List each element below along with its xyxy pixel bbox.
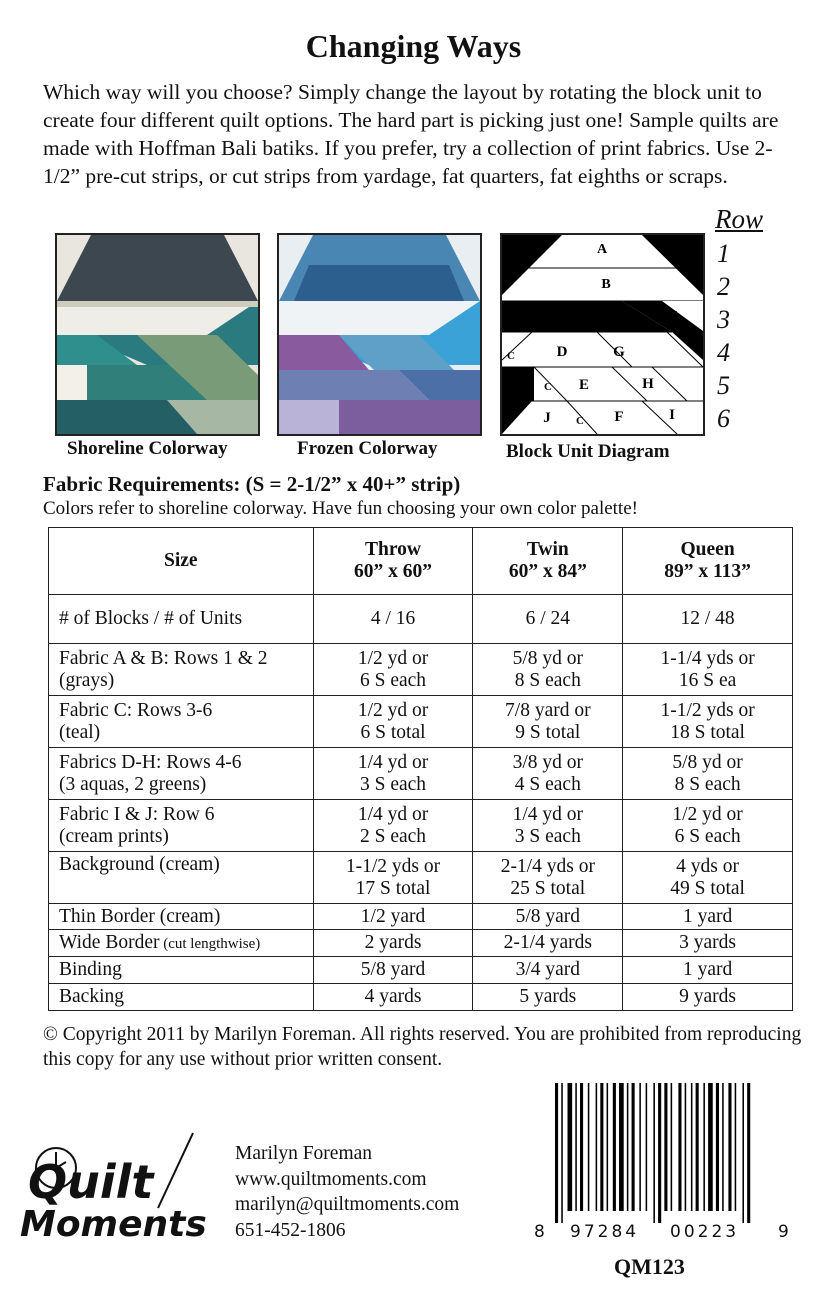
- row-label: Background (cream): [49, 852, 314, 904]
- barcode-digits-middle: 97284: [570, 1222, 640, 1242]
- diagram-label-c5: C: [576, 415, 584, 427]
- throw-cell: 1/2 yd or 6 S each: [313, 644, 473, 696]
- barcode-bar: [646, 1083, 648, 1211]
- barcode-bar: [619, 1083, 624, 1211]
- barcode-bar: [613, 1083, 616, 1211]
- queen-cell: 12 / 48: [623, 595, 793, 644]
- barcode-bar: [685, 1083, 687, 1211]
- barcode-bar: [607, 1083, 609, 1211]
- barcode-bar: [658, 1083, 661, 1223]
- row-header: Row: [715, 204, 764, 234]
- twin-cell: 3/8 yd or 4 S each: [473, 748, 623, 800]
- twin-cell: 5 yards: [473, 984, 623, 1011]
- table-header-row: [49, 528, 793, 595]
- barcode-bar: [703, 1083, 705, 1211]
- barcode-bar: [664, 1083, 667, 1211]
- table-row: [49, 696, 793, 748]
- diagram-label-d: D: [556, 344, 568, 360]
- row-label: Fabric A & B: Rows 1 & 2 (grays): [49, 644, 314, 696]
- twin-header-name: Twin: [526, 539, 569, 560]
- frozen-quilt-image: [277, 233, 482, 436]
- throw-cell: 2 yards: [313, 930, 473, 957]
- diagram-label-j: J: [543, 410, 551, 426]
- row-number-3: 3: [717, 305, 730, 334]
- upc-barcode: [553, 1083, 773, 1223]
- shoreline-caption: Shoreline Colorway: [67, 438, 228, 459]
- barcode-bar: [627, 1083, 629, 1211]
- table-row: [49, 957, 793, 984]
- throw-cell: 1/2 yard: [313, 904, 473, 930]
- row-number-2: 2: [717, 272, 730, 301]
- diagram-label-g: G: [613, 344, 625, 360]
- table-row: [49, 800, 793, 852]
- contact-phone: 651-452-1806: [235, 1219, 346, 1241]
- product-code: QM123: [614, 1254, 685, 1279]
- queen-header-size: 89” x 113”: [664, 561, 751, 582]
- row-number-4: 4: [717, 338, 730, 367]
- queen-cell: 9 yards: [623, 984, 793, 1011]
- diagram-label-b: B: [601, 277, 611, 292]
- fabric-requirements-note: Colors refer to shoreline colorway. Have fun choosing your own color palette!: [43, 498, 638, 519]
- diagram-label-a: A: [596, 242, 608, 257]
- barcode-bar: [678, 1083, 681, 1211]
- barcode-digits-right: 00223: [670, 1222, 740, 1242]
- fabric-requirements-table: [48, 527, 793, 1011]
- row-number-6: 6: [717, 404, 730, 433]
- queen-cell: 1-1/2 yds or 18 S total: [623, 696, 793, 748]
- throw-cell: 4 yards: [313, 984, 473, 1011]
- table-row: [49, 748, 793, 800]
- quilt-moments-logo: [18, 1118, 223, 1253]
- queen-cell: 4 yds or 49 S total: [623, 852, 793, 904]
- barcode-bar: [722, 1083, 724, 1211]
- row-label: Wide Border (cut lengthwise): [49, 930, 314, 957]
- diagram-label-e: E: [578, 377, 590, 393]
- row-label: Binding: [49, 957, 314, 984]
- twin-cell: 5/8 yd or 8 S each: [473, 644, 623, 696]
- barcode-check-digit: 9: [778, 1222, 789, 1242]
- table-row: [49, 852, 793, 904]
- twin-cell: 1/4 yd or 3 S each: [473, 800, 623, 852]
- queen-cell: 1/2 yd or 6 S each: [623, 800, 793, 852]
- queen-cell: 5/8 yd or 8 S each: [623, 748, 793, 800]
- row-label: Fabric I & J: Row 6 (cream prints): [49, 800, 314, 852]
- throw-header-name: Throw: [365, 539, 422, 560]
- barcode-bar: [691, 1083, 693, 1211]
- table-row: [49, 644, 793, 696]
- barcode-bar: [632, 1083, 635, 1211]
- diagram-label-c1: C: [670, 309, 678, 321]
- barcode-bar: [580, 1083, 583, 1211]
- intro-text: Which way will you choose? Simply change the layout by rotating the block unit to create four different quilt options. The hard part is picking just one! Sample quilts are made with Hoffman Bali batiks. If you prefer, try a collection of print fabrics. Use 2-1/2” pre-cut strips, or cut strips from yardage, fat quarters, fat eighths or scraps.: [43, 80, 779, 188]
- queen-header: [623, 528, 793, 595]
- throw-cell: 1/4 yd or 2 S each: [313, 800, 473, 852]
- row-label: Thin Border (cream): [49, 904, 314, 930]
- logo-word-quilt: Quilt: [28, 1155, 154, 1209]
- barcode-bar: [671, 1083, 673, 1211]
- twin-header: [473, 528, 623, 595]
- barcode-bar: [596, 1083, 598, 1211]
- barcode-bar: [696, 1083, 699, 1211]
- throw-cell: 1-1/2 yds or 17 S total: [313, 852, 473, 904]
- throw-header: [313, 528, 473, 595]
- queen-cell: 1 yard: [623, 904, 793, 930]
- queen-header-name: Queen: [680, 539, 735, 560]
- block-unit-diagram: [500, 233, 705, 436]
- row-label: Fabric C: Rows 3-6 (teal): [49, 696, 314, 748]
- table-row: [49, 904, 793, 930]
- table-row: [49, 595, 793, 644]
- barcode-bar: [747, 1083, 750, 1223]
- frozen-caption: Frozen Colorway: [297, 438, 438, 459]
- twin-header-size: 60” x 84”: [508, 561, 587, 582]
- barcode-bar: [575, 1083, 577, 1211]
- barcode-bar: [716, 1083, 719, 1211]
- row-label: Backing: [49, 984, 314, 1011]
- barcode-bar: [600, 1083, 603, 1211]
- diagram-label-f: F: [614, 409, 624, 425]
- twin-cell: 7/8 yard or 9 S total: [473, 696, 623, 748]
- row-label: Fabrics D-H: Rows 4-6 (3 aquas, 2 greens): [49, 748, 314, 800]
- throw-cell: 4 / 16: [313, 595, 473, 644]
- logo-word-moments: Moments: [20, 1204, 207, 1245]
- queen-cell: 3 yards: [623, 930, 793, 957]
- table-row: [49, 930, 793, 957]
- barcode-bar: [639, 1083, 641, 1211]
- row-label: # of Blocks / # of Units: [49, 595, 314, 644]
- queen-cell: 1 yard: [623, 957, 793, 984]
- contact-info: [235, 1141, 459, 1243]
- barcode-bar: [708, 1083, 713, 1211]
- twin-cell: 2-1/4 yards: [473, 930, 623, 957]
- table-row: [49, 984, 793, 1011]
- twin-cell: 3/4 yard: [473, 957, 623, 984]
- throw-header-size: 60” x 60”: [354, 561, 433, 582]
- diagram-label-h: H: [642, 376, 654, 392]
- diagram-label-c2: C: [688, 339, 696, 351]
- intro-paragraph: [43, 78, 803, 190]
- contact-email-link[interactable]: marilyn@quiltmoments.com: [235, 1194, 460, 1215]
- pattern-title: Changing Ways: [305, 28, 522, 64]
- queen-cell: 1-1/4 yds or 16 S ea: [623, 644, 793, 696]
- diagram-label-c4: C: [544, 381, 552, 393]
- barcode-digit-left: 8: [534, 1222, 545, 1242]
- barcode-bar: [588, 1083, 590, 1211]
- diagram-label-c3: C: [507, 350, 515, 362]
- barcode-bar: [735, 1083, 737, 1211]
- contact-website-link[interactable]: www.quiltmoments.com: [235, 1168, 427, 1190]
- barcode-bar: [568, 1083, 573, 1211]
- barcode-bar: [555, 1083, 558, 1223]
- barcode-bar: [561, 1083, 563, 1223]
- twin-cell: 2-1/4 yds or 25 S total: [473, 852, 623, 904]
- throw-cell: 5/8 yard: [313, 957, 473, 984]
- diagram-caption: Block Unit Diagram: [506, 441, 670, 462]
- throw-cell: 1/2 yd or 6 S total: [313, 696, 473, 748]
- twin-cell: 5/8 yard: [473, 904, 623, 930]
- row-number-1: 1: [717, 239, 730, 268]
- diagram-label-i: I: [669, 407, 675, 423]
- row-number-5: 5: [717, 371, 730, 400]
- barcode-bar: [653, 1083, 655, 1223]
- contact-name: Marilyn Foreman: [235, 1143, 373, 1164]
- barcode-bar: [728, 1083, 731, 1211]
- copyright-notice: © Copyright 2011 by Marilyn Foreman. All rights reserved. You are prohibited from reproducing this copy for any use without prior written consent.: [43, 1024, 802, 1070]
- size-header: Size: [49, 528, 314, 595]
- twin-cell: 6 / 24: [473, 595, 623, 644]
- fabric-requirements-heading: Fabric Requirements: (S = 2-1/2” x 40+” strip): [43, 472, 461, 496]
- throw-cell: 1/4 yd or 3 S each: [313, 748, 473, 800]
- barcode-bar: [742, 1083, 744, 1223]
- shoreline-quilt-image: [55, 233, 260, 436]
